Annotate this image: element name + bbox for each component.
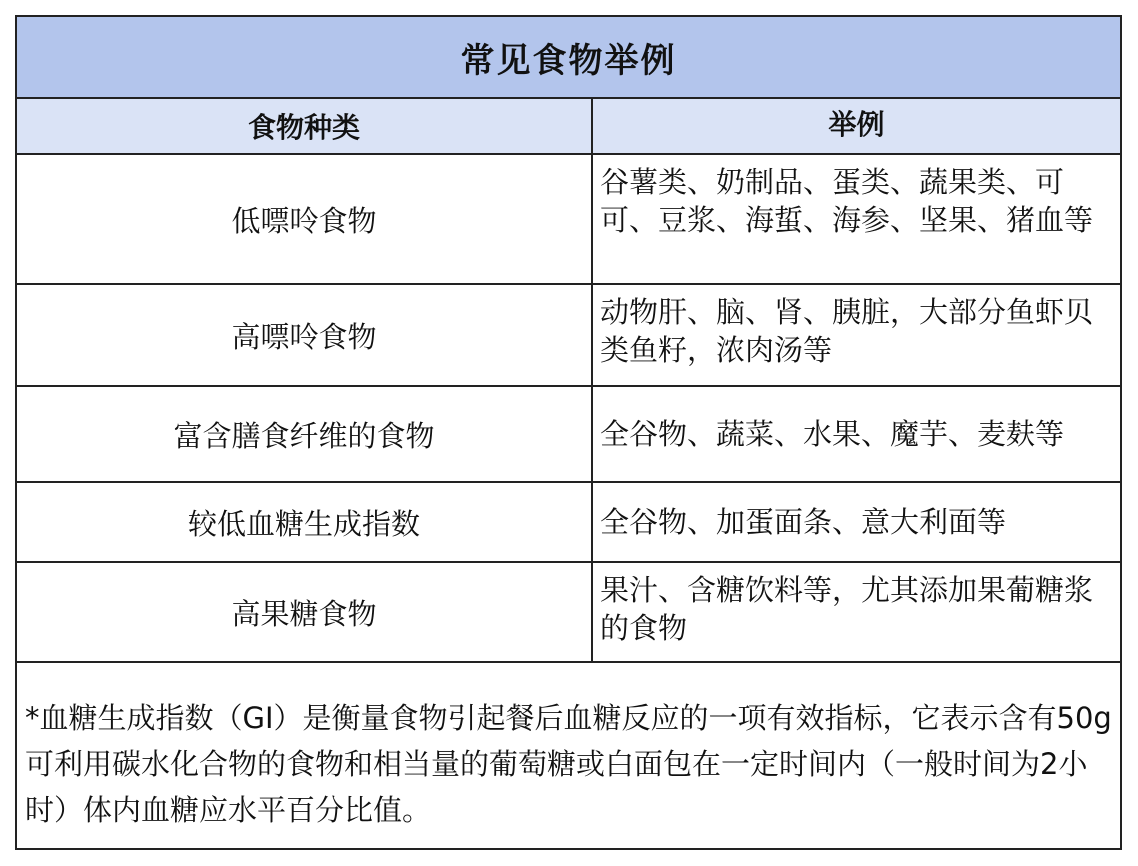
table-row bbox=[17, 483, 1120, 563]
row-category: 低嘌呤食物 bbox=[17, 155, 593, 283]
row-examples: 动物肝、脑、肾、胰脏，大部分鱼虾贝类鱼籽，浓肉汤等 bbox=[600, 295, 1094, 367]
table-row bbox=[17, 285, 1120, 387]
row-examples: 全谷物、加蛋面条、意大利面等 bbox=[600, 505, 1007, 539]
header-examples: 举例 bbox=[828, 108, 885, 141]
header-category: 食物种类 bbox=[17, 99, 593, 153]
table-row bbox=[17, 155, 1120, 285]
row-category: 高果糖食物 bbox=[17, 563, 593, 661]
row-category: 较低血糖生成指数 bbox=[17, 483, 593, 561]
row-category: 富含膳食纤维的食物 bbox=[17, 387, 593, 481]
table-body bbox=[17, 155, 1120, 663]
row-examples: 果汁、含糖饮料等，尤其添加果葡糖浆的食物 bbox=[600, 573, 1094, 645]
row-examples: 全谷物、蔬菜、水果、魔芋、麦麸等 bbox=[600, 417, 1065, 451]
row-examples: 谷薯类、奶制品、蛋类、蔬果类、可可、豆浆、海蜇、海参、坚果、猪血等 bbox=[600, 165, 1094, 237]
food-table bbox=[15, 15, 1122, 850]
footnote: *血糖生成指数（GI）是衡量食物引起餐后血糖反应的一项有效指标，它表示含有50g可利用碳水化合物的食物和相当量的葡萄糖或白面包在一定时间内（一般时间为2小时）体内血糖应水平百分比值。 bbox=[25, 701, 1112, 827]
row-category: 高嘌呤食物 bbox=[17, 285, 593, 385]
table-header-row bbox=[17, 99, 1120, 155]
table-row bbox=[17, 563, 1120, 663]
table-title: 常见食物举例 bbox=[17, 17, 1120, 99]
table-row bbox=[17, 387, 1120, 483]
